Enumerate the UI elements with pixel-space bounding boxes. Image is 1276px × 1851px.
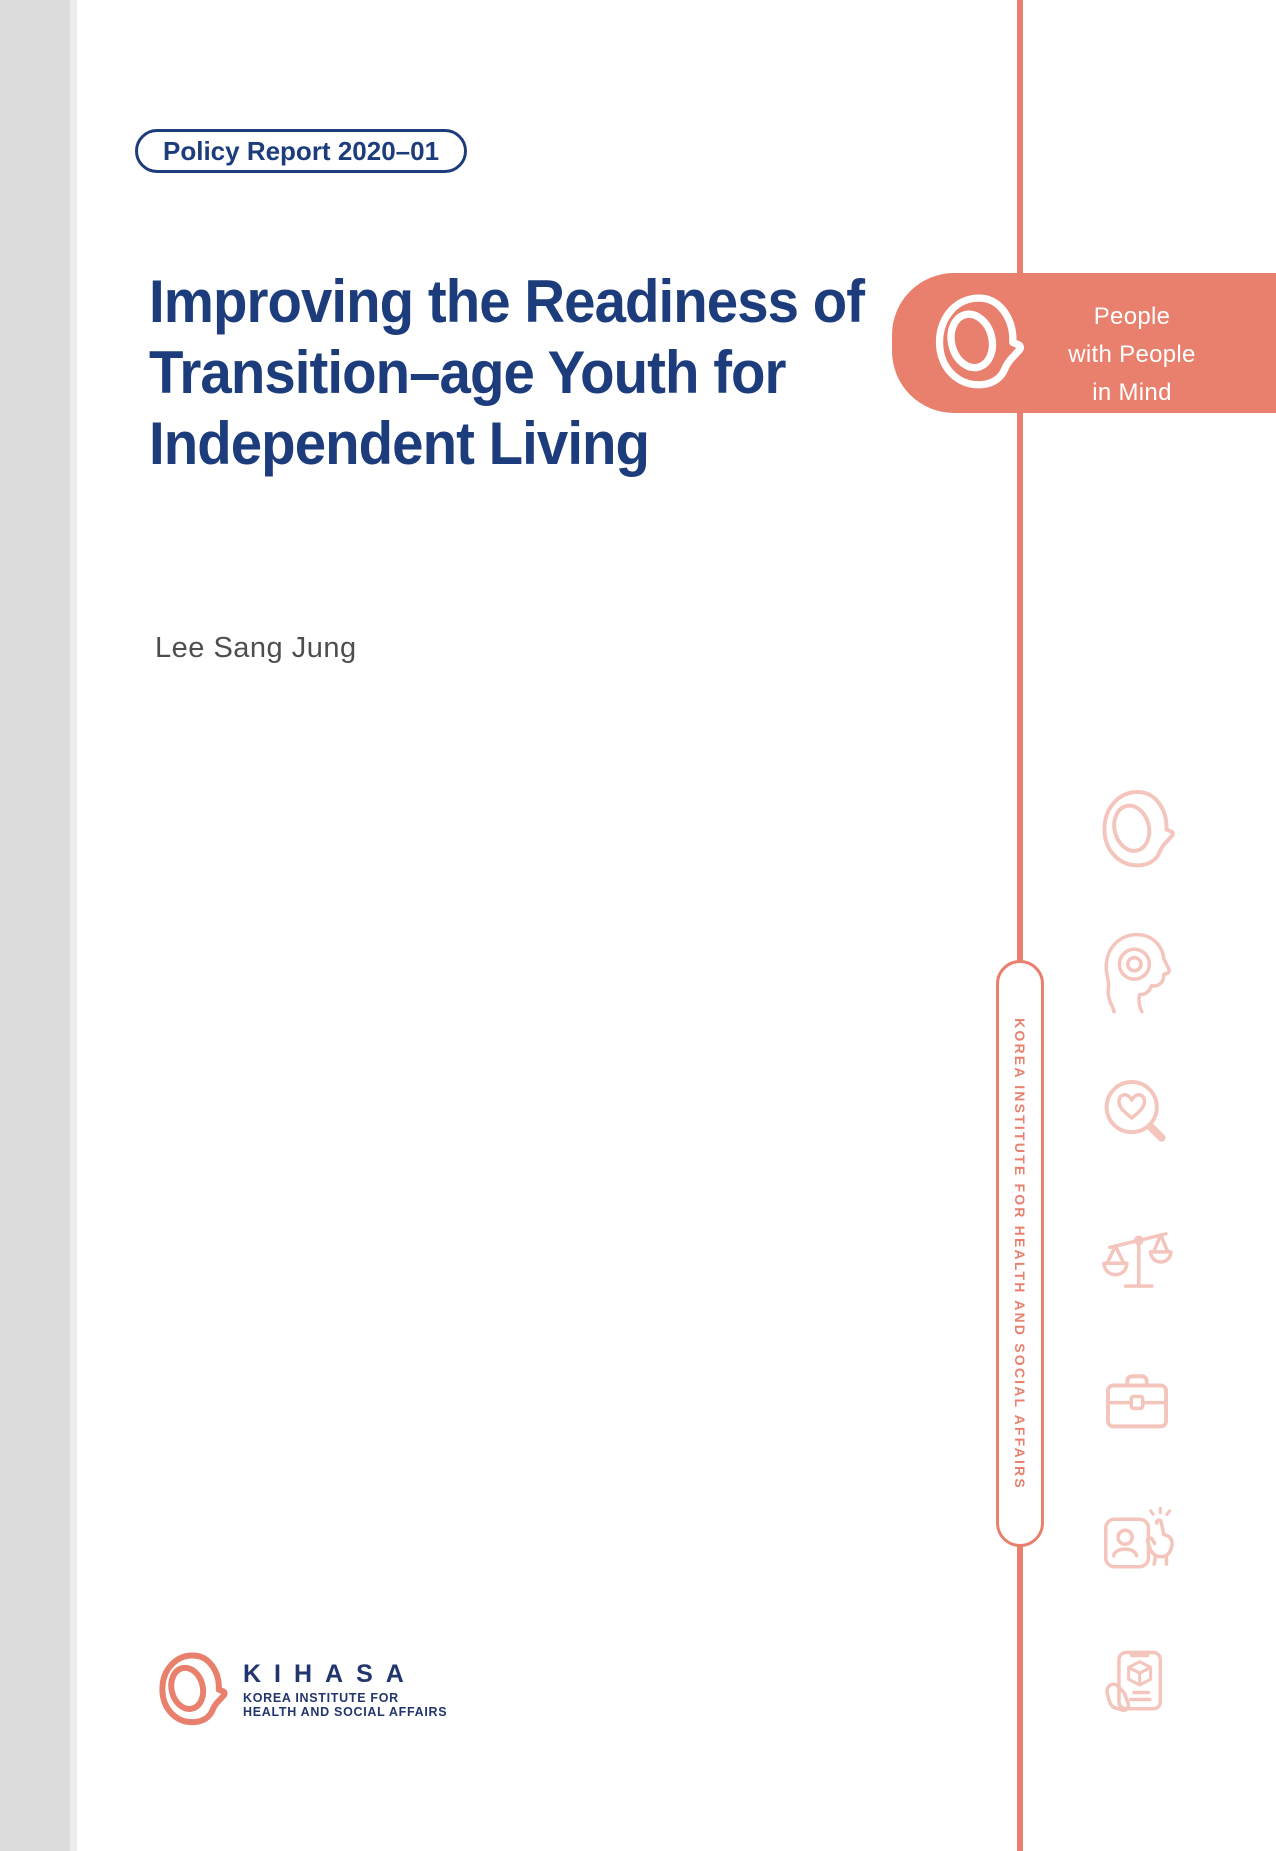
author-name: Lee Sang Jung [155, 632, 357, 664]
page-title [149, 266, 864, 479]
title-line-2: Transition–age Youth for [149, 339, 786, 406]
title-line-3: Independent Living [149, 410, 650, 477]
institute-vertical-label: KOREA INSTITUTE FOR HEALTH AND SOCIAL AFFAIRS [1012, 1017, 1028, 1490]
kihasa-org-line-2: HEALTH AND SOCIAL AFFAIRS [243, 1705, 448, 1719]
justice-scales-icon [1093, 1214, 1181, 1302]
kihasa-logo-face-icon [152, 1650, 232, 1730]
briefcase-icon [1093, 1356, 1181, 1444]
report-number-label: Policy Report 2020–01 [163, 135, 440, 166]
kihasa-org-name [243, 1691, 447, 1719]
report-number-badge [135, 129, 467, 173]
kihasa-face-icon [926, 290, 1030, 396]
tagline-line-3: in Mind [1092, 379, 1172, 406]
person-head-icon [1093, 786, 1181, 874]
tagline-line-2: with People [1068, 341, 1196, 368]
heart-magnifier-icon [1093, 1071, 1181, 1159]
tagline-ribbon [892, 273, 1276, 413]
left-margin-strip-edge [73, 0, 77, 1851]
mind-focus-icon [1093, 929, 1181, 1017]
title-line-1: Improving the Readiness of [149, 268, 865, 335]
tagline-line-1: People [1093, 303, 1171, 330]
id-card-tap-icon [1093, 1499, 1181, 1587]
document-cube-icon [1093, 1641, 1181, 1729]
left-margin-strip [0, 0, 70, 1851]
kihasa-org-line-1: KOREA INSTITUTE FOR [243, 1691, 399, 1705]
kihasa-wordmark: KIHASA [243, 1660, 417, 1688]
institute-vertical-banner [996, 960, 1044, 1547]
tagline-text [1040, 298, 1224, 412]
